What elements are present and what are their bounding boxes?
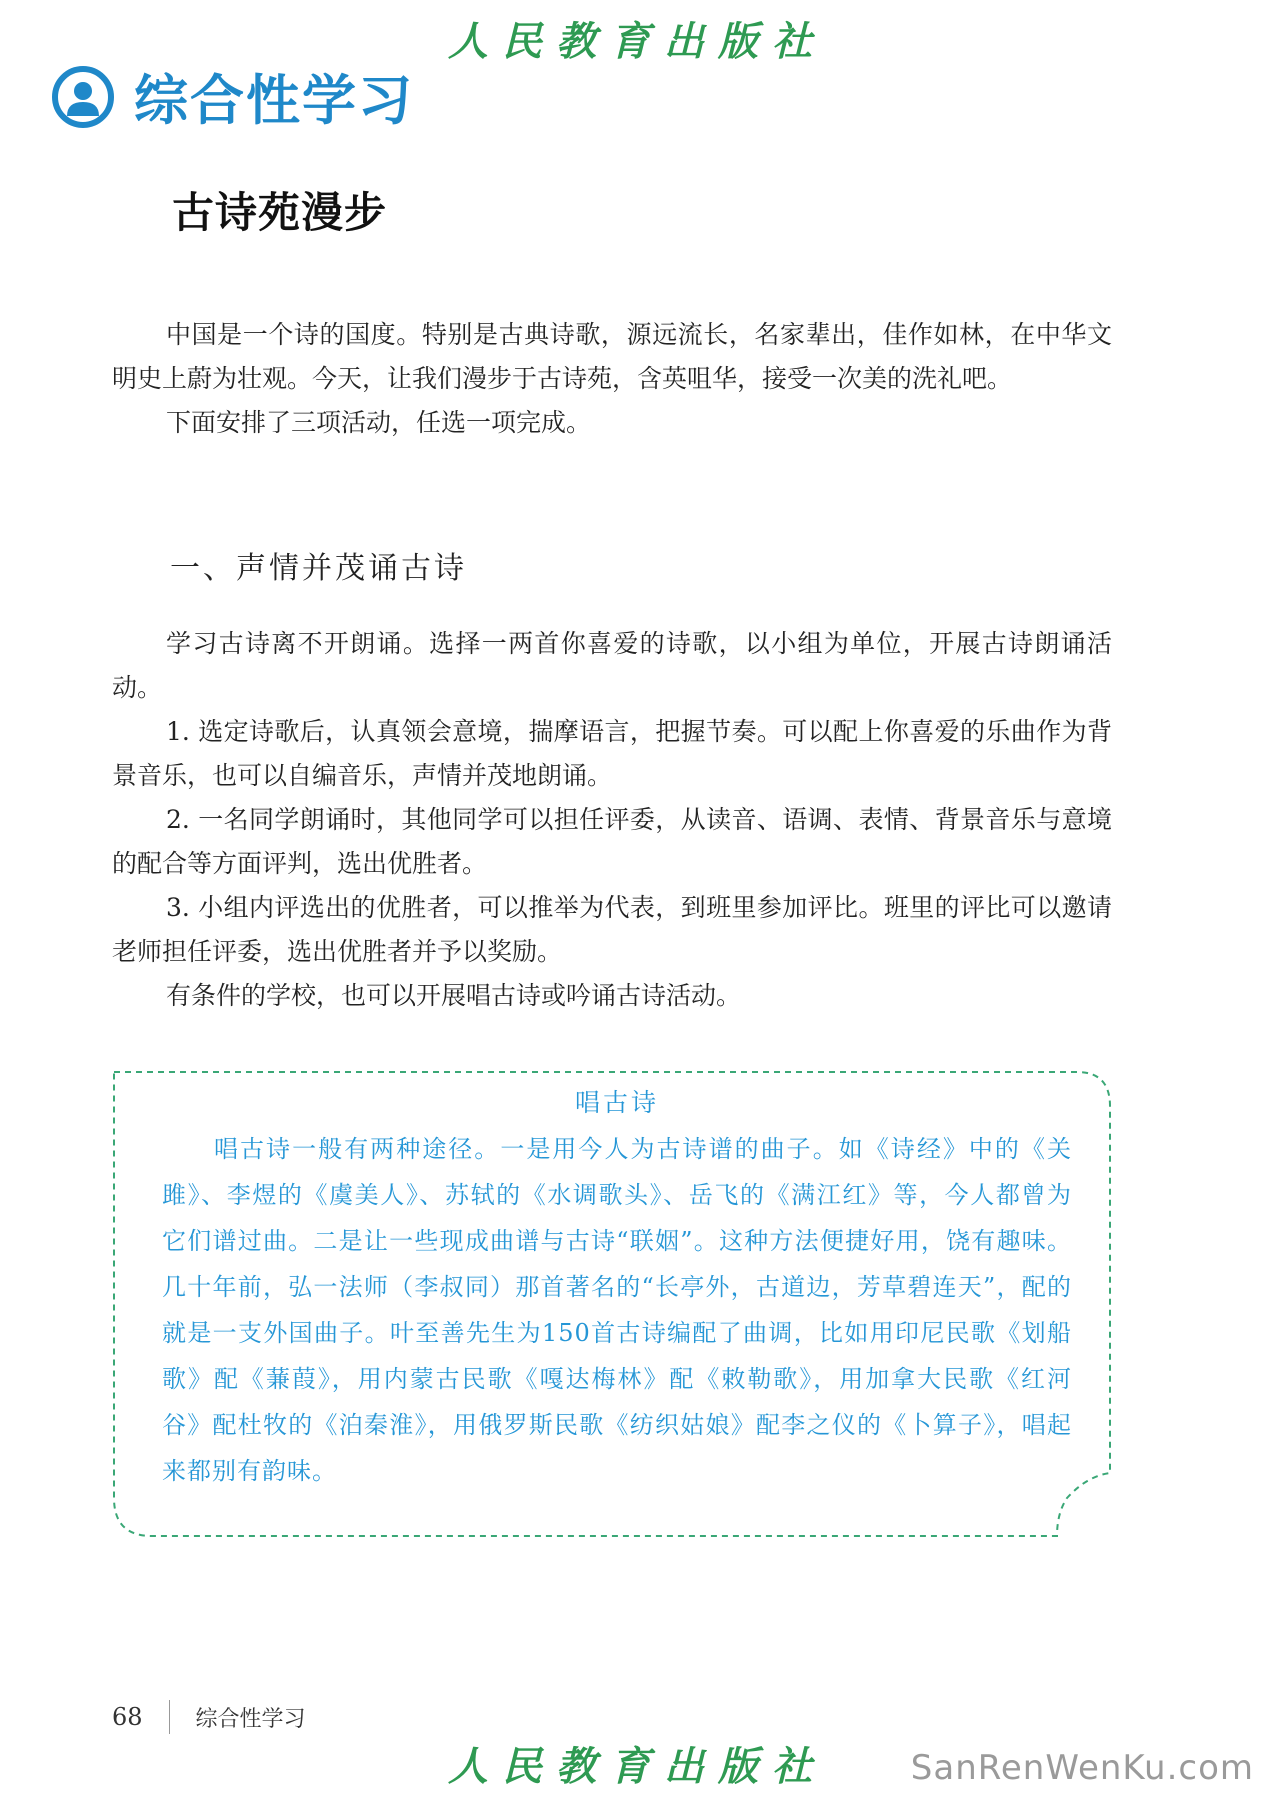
activity-step-2: 2. 一名同学朗诵时，其他同学可以担任评委，从读音、语调、表情、背景音乐与意境的配合等方面评判，选出优胜者。 bbox=[112, 805, 1112, 878]
footer-section-label: 综合性学习 bbox=[195, 1706, 306, 1732]
note-content bbox=[162, 1080, 1072, 1494]
page-number: 68 bbox=[112, 1703, 143, 1731]
watermark: SanRenWenKu.com bbox=[910, 1748, 1254, 1788]
publisher-logo-bottom: 人民教育出版社 bbox=[448, 1743, 826, 1790]
note-text: 唱古诗一般有两种途径。一是用今人为古诗谱的曲子。如《诗经》中的《关雎》、李煜的《虞美人》、苏轼的《水调歌头》、岳飞的《满江红》等，今人都曾为它们谱过曲。二是让一些现成曲谱与古诗“联姻”。这种方法便捷好用，饶有趣味。几十年前，弘一法师（李叔同）那首著名的“长亭外，古道边，芳草碧连天”，配的就是一支外国曲子。叶至善先生为150首古诗编配了曲调，比如用印尼民歌《划船歌》配《蒹葭》，用内蒙古民歌《嘎达梅林》配《敕勒歌》，用加拿大民歌《红河谷》配杜牧的《泊秦淮》，用俄罗斯民歌《纺织姑娘》配李之仪的《卜算子》，唱起来都别有韵味。 bbox=[162, 1135, 1072, 1485]
footer bbox=[112, 1700, 306, 1734]
activity-paragraph: 学习古诗离不开朗诵。选择一两首你喜爱的诗歌，以小组为单位，开展古诗朗诵活动。 bbox=[112, 629, 1112, 702]
note-box bbox=[112, 1058, 1112, 1538]
note-title: 唱古诗 bbox=[574, 1088, 659, 1117]
intro-section bbox=[112, 313, 1112, 445]
publisher-logo-top: 人民教育出版社 bbox=[448, 18, 826, 65]
activity-step-3: 3. 小组内评选出的优胜者，可以推举为代表，到班里参加评比。班里的评比可以邀请老师担任评委，选出优胜者并予以奖励。 bbox=[112, 893, 1112, 966]
person-icon bbox=[52, 66, 114, 128]
footer-divider bbox=[169, 1700, 170, 1734]
activity-step-1: 1. 选定诗歌后，认真领会意境，揣摩语言，把握节奏。可以配上你喜爱的乐曲作为背景音乐，也可以自编音乐，声情并茂地朗诵。 bbox=[112, 717, 1112, 790]
intro-paragraph: 中国是一个诗的国度。特别是古典诗歌，源远流长，名家辈出，佳作如林，在中华文明史上蔚为壮观。今天，让我们漫步于古诗苑，含英咀华，接受一次美的洗礼吧。 bbox=[112, 320, 1112, 393]
section-header bbox=[52, 58, 414, 135]
activity-section bbox=[112, 622, 1112, 1018]
activity-paragraph: 有条件的学校，也可以开展唱古诗或吟诵古诗活动。 bbox=[166, 981, 742, 1010]
section-title: 综合性学习 bbox=[134, 69, 414, 132]
intro-paragraph: 下面安排了三项活动，任选一项完成。 bbox=[166, 408, 592, 437]
page-title: 古诗苑漫步 bbox=[172, 188, 388, 237]
activity-heading: 一、声情并茂诵古诗 bbox=[170, 551, 467, 586]
